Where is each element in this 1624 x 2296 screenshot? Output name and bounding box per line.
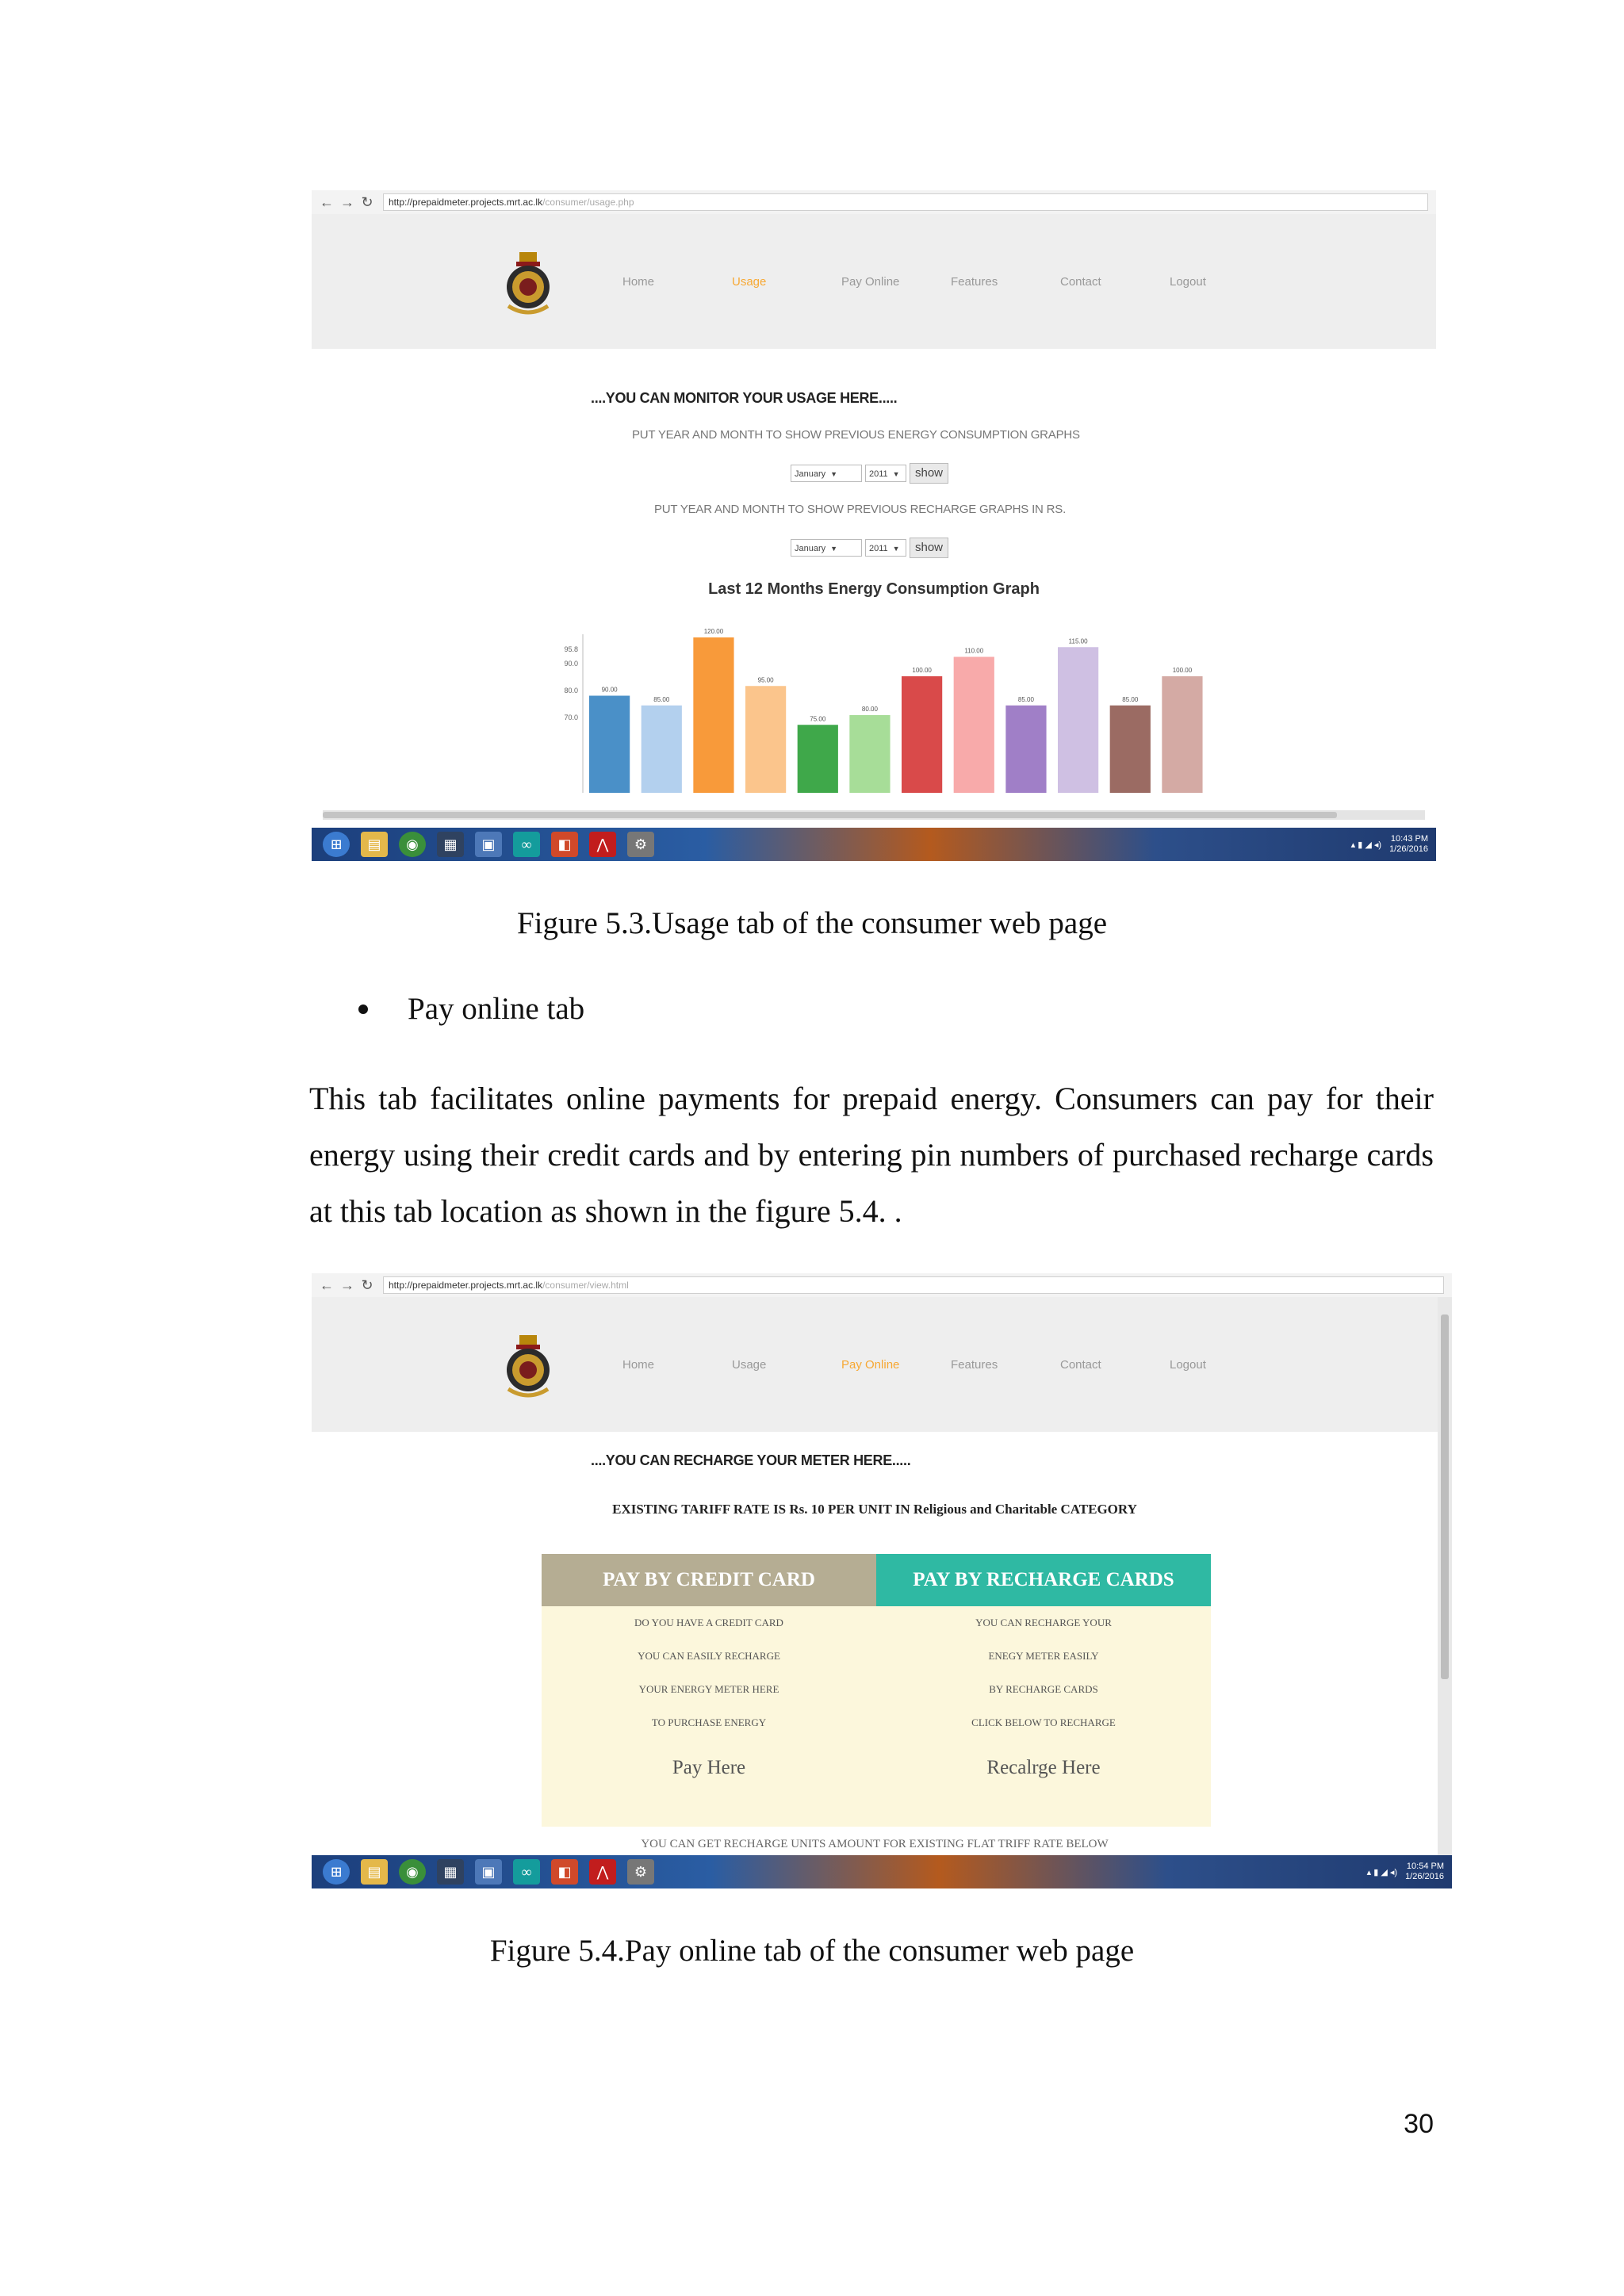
figure-caption-5-4: Figure 5.4.Pay online tab of the consumer web page <box>489 1934 1135 1968</box>
explorer-icon[interactable]: ▤ <box>361 832 388 857</box>
address-bar[interactable] <box>383 1276 1444 1294</box>
bar <box>589 696 630 794</box>
vertical-scrollbar[interactable] <box>1438 1297 1452 1855</box>
recharge-line: ENEGY METER EASILY <box>988 1650 1099 1662</box>
bar <box>1005 706 1046 793</box>
tray-icons[interactable]: ▴ ▮ ◢ ◂) <box>1350 840 1382 850</box>
explorer-icon[interactable]: ▤ <box>361 1859 388 1885</box>
bar-value-label: 85.00 <box>653 695 670 703</box>
bar-value-label: 85.00 <box>1017 695 1034 703</box>
bar <box>745 686 786 793</box>
dropdown-arrow-icon: ▼ <box>830 470 838 478</box>
show-energy-button[interactable]: show <box>910 463 948 484</box>
energy-graph-controls <box>791 463 948 484</box>
y-tick-label: 70.0 <box>564 714 578 721</box>
month-select[interactable] <box>791 539 862 557</box>
site-header <box>312 214 1436 349</box>
url-path: /consumer/usage.php <box>542 197 634 208</box>
settings-icon[interactable]: ⚙ <box>627 832 654 857</box>
url-path: /consumer/view.html <box>542 1280 629 1291</box>
browser-toolbar <box>312 190 1436 215</box>
menu-features[interactable]: Features <box>951 1357 998 1372</box>
bar <box>798 725 838 793</box>
university-crest-logo <box>500 251 556 319</box>
windows-start-icon[interactable]: ⊞ <box>323 832 350 857</box>
recharge-line: YOU CAN RECHARGE YOUR <box>975 1617 1112 1628</box>
figure-pay-online-screenshot <box>312 1273 1452 1888</box>
year-value: 2011 <box>869 469 888 479</box>
credit-line: DO YOU HAVE A CREDIT CARD <box>634 1617 783 1628</box>
recharge-instruction: PUT YEAR AND MONTH TO SHOW PREVIOUS RECHARGE GRAPHS IN RS. <box>654 503 1067 516</box>
reload-icon[interactable]: ↻ <box>361 193 373 210</box>
menu-pay-online[interactable]: Pay Online <box>841 274 900 289</box>
page-number: 30 <box>1404 2109 1434 2139</box>
windows-taskbar <box>312 1855 1452 1888</box>
main-menu <box>622 214 1279 349</box>
month-value: January <box>795 544 826 553</box>
back-icon[interactable]: ← <box>320 193 334 210</box>
forward-icon[interactable]: → <box>340 1276 354 1293</box>
university-crest-logo <box>500 1334 556 1402</box>
bullet-icon <box>358 1004 368 1014</box>
menu-features[interactable]: Features <box>951 274 998 289</box>
notepad-icon[interactable]: ▣ <box>475 832 502 857</box>
month-select[interactable] <box>791 465 862 482</box>
bar <box>642 706 682 793</box>
credit-card-panel <box>542 1554 876 1827</box>
back-icon[interactable]: ← <box>320 1276 334 1293</box>
bullet-text: Pay online tab <box>408 992 585 1026</box>
notepad-icon[interactable]: ▣ <box>475 1859 502 1885</box>
year-value: 2011 <box>869 544 888 553</box>
horizontal-scrollbar[interactable] <box>323 810 1425 820</box>
bar-value-label: 75.00 <box>810 715 826 723</box>
site-header <box>312 1297 1438 1432</box>
powerpoint-icon[interactable]: ◧ <box>551 1859 578 1885</box>
credit-line: YOU CAN EASILY RECHARGE <box>638 1650 780 1662</box>
menu-contact[interactable]: Contact <box>1060 274 1101 289</box>
bar-value-label: 85.00 <box>1122 695 1139 703</box>
recharge-here-link[interactable]: Recalrge Here <box>986 1757 1101 1778</box>
menu-contact[interactable]: Contact <box>1060 1357 1101 1372</box>
acrobat-icon[interactable]: ⋀ <box>589 832 616 857</box>
url-host: http://prepaidmeter.projects.mrt.ac.lk <box>389 1280 543 1291</box>
browser-toolbar <box>312 1273 1452 1298</box>
chrome-icon[interactable]: ◉ <box>399 832 426 857</box>
app-icon[interactable]: ▦ <box>437 1859 464 1885</box>
usage-heading: ....YOU CAN MONITOR YOUR USAGE HERE..... <box>591 390 898 406</box>
bar <box>693 637 733 793</box>
flat-rate-notice: YOU CAN GET RECHARGE UNITS AMOUNT FOR EXISTING FLAT TRIFF RATE BELOW <box>641 1838 1109 1850</box>
reload-icon[interactable]: ↻ <box>361 1276 373 1293</box>
figure-caption-5-3: Figure 5.3.Usage tab of the consumer web page <box>516 906 1108 940</box>
clock-date: 1/26/2016 <box>1405 1872 1444 1881</box>
tariff-notice: EXISTING TARIFF RATE IS Rs. 10 PER UNIT IN Religious and Charitable CATEGORY <box>612 1502 1137 1517</box>
dropdown-arrow-icon: ▼ <box>892 545 900 553</box>
scrollbar-thumb[interactable] <box>1441 1314 1449 1679</box>
recharge-graph-controls <box>791 538 948 558</box>
bar-value-label: 95.00 <box>757 676 774 684</box>
menu-pay-online[interactable]: Pay Online <box>841 1357 900 1372</box>
body-paragraph: This tab facilitates online payments for prepaid energy. Consumers can pay for their energy using their credit cards and by entering pin numbers of purchased recharge cards at this tab location as shown in the figure 5.4. . <box>309 1081 1434 1229</box>
credit-line: YOUR ENERGY METER HERE <box>638 1683 779 1695</box>
menu-home[interactable]: Home <box>622 274 655 289</box>
credit-card-header[interactable]: PAY BY CREDIT CARD <box>542 1554 876 1606</box>
chrome-icon[interactable]: ◉ <box>399 1859 426 1885</box>
url-host: http://prepaidmeter.projects.mrt.ac.lk <box>389 197 543 208</box>
recharge-heading: ....YOU CAN RECHARGE YOUR METER HERE..... <box>591 1452 911 1468</box>
energy-instruction: PUT YEAR AND MONTH TO SHOW PREVIOUS ENERGY CONSUMPTION GRAPHS <box>632 428 1080 442</box>
acrobat-icon[interactable]: ⋀ <box>589 1859 616 1885</box>
show-recharge-button[interactable]: show <box>910 538 948 558</box>
recharge-card-header[interactable]: PAY BY RECHARGE CARDS <box>876 1554 1211 1606</box>
dropdown-arrow-icon: ▼ <box>830 545 838 553</box>
recharge-line: BY RECHARGE CARDS <box>989 1683 1098 1695</box>
system-tray <box>1367 1862 1444 1882</box>
windows-taskbar <box>312 828 1436 861</box>
powerpoint-icon[interactable]: ◧ <box>551 832 578 857</box>
year-select[interactable] <box>865 539 906 557</box>
dropdown-arrow-icon: ▼ <box>892 470 900 478</box>
system-tray <box>1351 834 1428 855</box>
credit-line: TO PURCHASE ENERGY <box>651 1716 767 1728</box>
taskbar-clock[interactable] <box>1389 834 1428 855</box>
settings-icon[interactable]: ⚙ <box>627 1859 654 1885</box>
menu-home[interactable]: Home <box>622 1357 655 1372</box>
menu-usage[interactable]: Usage <box>732 1357 767 1372</box>
bar <box>849 715 890 793</box>
menu-logout[interactable]: Logout <box>1170 274 1206 289</box>
bar-value-label: 80.00 <box>861 706 878 713</box>
taskbar-clock[interactable] <box>1405 1862 1444 1882</box>
bar <box>954 657 994 794</box>
graph-title: Last 12 Months Energy Consumption Graph <box>708 580 1040 598</box>
recharge-line: CLICK BELOW TO RECHARGE <box>971 1716 1116 1728</box>
month-value: January <box>795 469 826 479</box>
menu-logout[interactable]: Logout <box>1170 1357 1206 1372</box>
scrollbar-thumb[interactable] <box>323 812 1337 818</box>
bar-value-label: 110.00 <box>964 647 984 655</box>
bar-value-label: 90.00 <box>601 686 618 694</box>
arduino-icon[interactable]: ∞ <box>513 832 540 857</box>
menu-usage[interactable]: Usage <box>732 274 767 289</box>
y-tick-label: 90.0 <box>564 660 578 668</box>
recharge-card-panel <box>876 1554 1211 1827</box>
windows-start-icon[interactable]: ⊞ <box>323 1859 350 1885</box>
tray-icons[interactable]: ▴ ▮ ◢ ◂) <box>1366 1867 1398 1877</box>
bar-value-label: 100.00 <box>1172 667 1193 674</box>
app-icon[interactable]: ▦ <box>437 832 464 857</box>
arduino-icon[interactable]: ∞ <box>513 1859 540 1885</box>
clock-time: 10:54 PM <box>1406 1862 1444 1871</box>
bar-value-label: 120.00 <box>703 628 724 635</box>
y-tick-label: 80.0 <box>564 687 578 695</box>
figure-usage-screenshot <box>312 190 1436 861</box>
bar-value-label: 115.00 <box>1068 637 1088 645</box>
bullet-item <box>358 991 584 1027</box>
y-tick-label: 95.8 <box>564 645 578 653</box>
bar <box>1162 676 1202 793</box>
pay-here-link[interactable]: Pay Here <box>672 1757 746 1778</box>
clock-time: 10:43 PM <box>1390 834 1428 844</box>
bar-value-label: 100.00 <box>912 667 932 674</box>
year-select[interactable] <box>865 465 906 482</box>
bar <box>1058 647 1098 793</box>
address-bar[interactable] <box>383 193 1428 211</box>
energy-consumption-chart <box>550 618 1216 798</box>
main-menu <box>622 1297 1279 1432</box>
bar <box>902 676 942 793</box>
forward-icon[interactable]: → <box>340 193 354 210</box>
bar <box>1110 706 1151 793</box>
clock-date: 1/26/2016 <box>1389 844 1428 854</box>
